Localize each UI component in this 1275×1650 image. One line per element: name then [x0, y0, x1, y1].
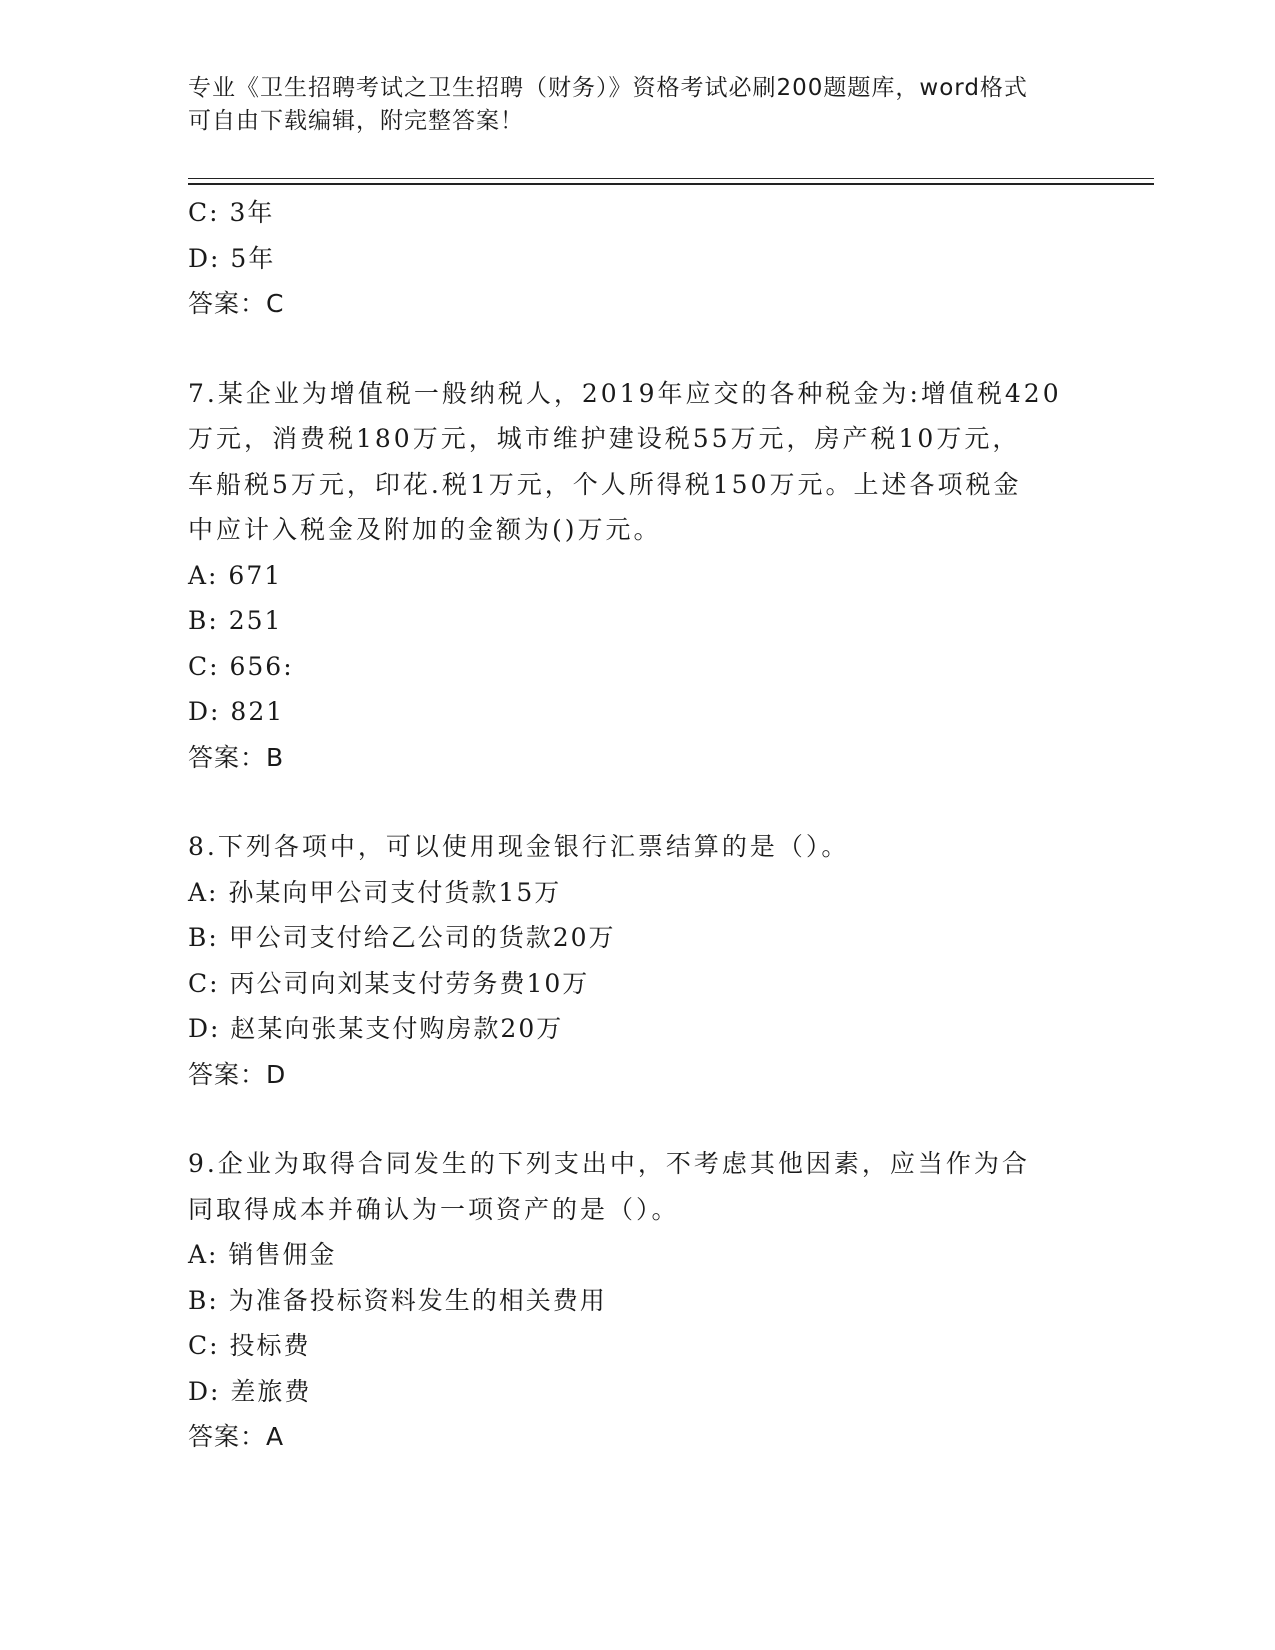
document-header	[188, 72, 1068, 138]
answer-line: 答案：C	[188, 289, 285, 318]
question-7	[188, 371, 1088, 781]
option-c: C: 投标费	[188, 1331, 311, 1360]
option-b: B: 251	[188, 606, 283, 635]
option-d: D: 赵某向张某支付购房款20万	[188, 1014, 564, 1043]
question-6	[188, 190, 1088, 327]
stem-line: 车船税5万元，印花.税1万元，个人所得税150万元。上述各项税金	[188, 469, 1022, 499]
option-c: C: 丙公司向刘某支付劳务费10万	[188, 968, 590, 998]
option-b: B: 为准备投标资料发生的相关费用	[188, 1285, 607, 1315]
option-a: A: 销售佣金	[188, 1240, 337, 1269]
stem-line: 8.下列各项中，可以使用现金银行汇票结算的是（）。	[188, 832, 850, 861]
stem-line: 同取得成本并确认为一项资产的是（）。	[188, 1194, 680, 1224]
header-rule-thick	[188, 183, 1154, 185]
stem-line: 7.某企业为增值税一般纳税人，2019年应交的各种税金为:增值税420	[188, 378, 1062, 408]
header-title-line-1: 专业《卫生招聘考试之卫生招聘（财务）》资格考试必刷200题题库，word格式	[188, 75, 1028, 101]
answer-line: 答案：A	[188, 1422, 285, 1451]
stem-line: 9.企业为取得合同发生的下列支出中，不考虑其他因素，应当作为合	[188, 1149, 1030, 1178]
option-a: A: 671	[188, 560, 283, 590]
question-stem	[188, 371, 1088, 553]
answer-line: 答案：D	[188, 1059, 287, 1089]
option-a: A: 孙某向甲公司支付货款15万	[188, 877, 562, 907]
header-rule-thin	[188, 178, 1154, 179]
question-content	[188, 190, 1088, 1460]
spacer	[188, 780, 1088, 824]
question-stem	[188, 1141, 1088, 1232]
question-8	[188, 824, 1088, 1097]
spacer	[188, 327, 1088, 371]
question-9	[188, 1141, 1088, 1460]
stem-line: 万元，消费税180万元，城市维护建设税55万元，房产税10万元，	[188, 424, 1021, 453]
question-stem	[188, 824, 1088, 870]
option-c: C: 3年	[188, 198, 275, 227]
stem-line: 中应计入税金及附加的金额为()万元。	[188, 515, 662, 544]
option-b: B: 甲公司支付给乙公司的货款20万	[188, 923, 616, 952]
option-d: D: 821	[188, 697, 285, 726]
option-d: D: 5年	[188, 243, 276, 273]
header-title-line-2: 可自由下载编辑，附完整答案！	[188, 108, 524, 134]
answer-line: 答案：B	[188, 742, 285, 772]
spacer	[188, 1097, 1088, 1141]
option-c: C: 656:	[188, 651, 294, 681]
option-d: D: 差旅费	[188, 1376, 312, 1406]
